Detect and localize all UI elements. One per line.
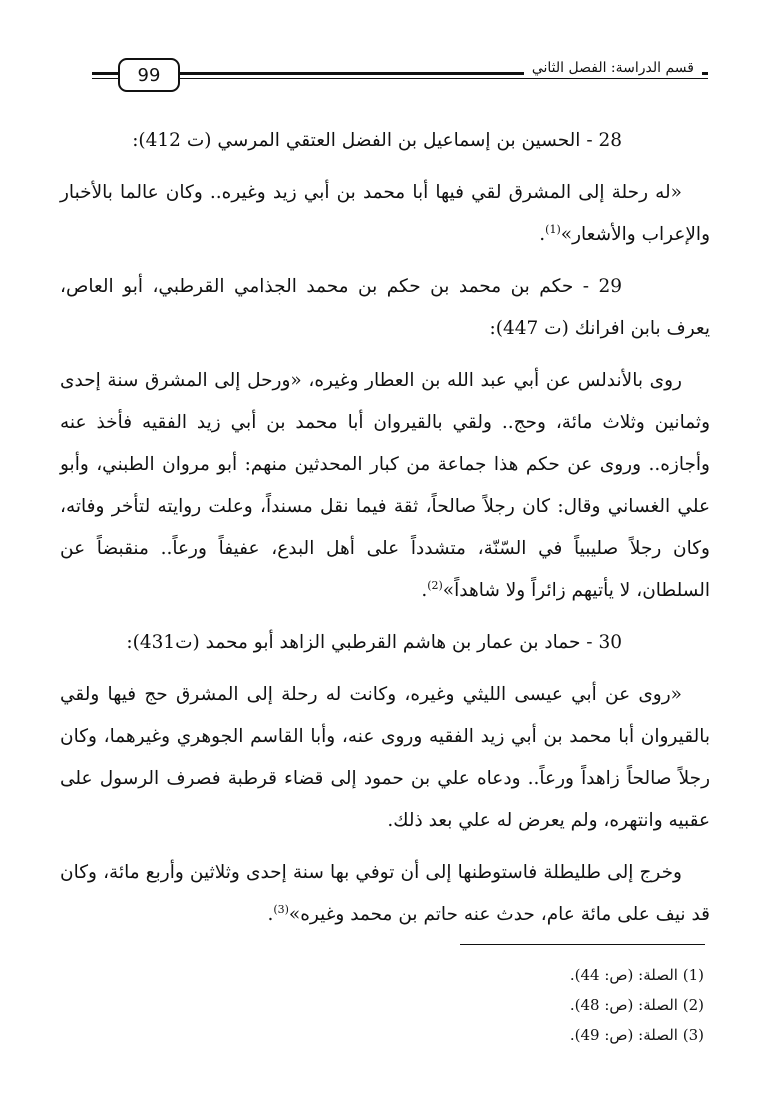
- running-title: قسم الدراسة: الفصل الثاني: [524, 60, 702, 76]
- entry-29-heading: 29 - حكم بن محمد بن حكم بن محمد الجذامي القرطبي، أبو العاص، يعرف بابن افرانك (ت 447):: [60, 276, 710, 339]
- entry-29-text: روى بالأندلس عن أبي عبد الله بن العطار وغيره، «ورحل إلى المشرق سنة إحدى وثمانين وثلاث مائة، وحج.. ولقي بالقيروان أبا محمد بن أبي زيد الفقيه فأخذ عنه وأجازه.. وروى عن حكم هذا جماعة من كبار المحدثين منهم: أبو مروان الطبني، وأبو علي الغساني وقال: كان رجلاً صالحاً، ثقة فيما نقل مسنداً، وعلت روايته لتأخر وفاته، وكان رجلاً صليبياً في السّنّة، متشدداً على أهل البدع، عفيفاً ورعاً.. منقبضاً عن السلطان، لا يأتيهم زائراً ولا شاهداً»$^{(2)}$.: [60, 370, 710, 601]
- entry-28-heading: 28 - الحسين بن إسماعيل بن الفضل العتقي المرسي (ت 412):: [132, 130, 622, 151]
- entry-30-text-continued: وخرج إلى طليطلة فاستوطنها إلى أن توفي بها سنة إحدى وثلاثين وأربع مائة، وكان قد نيف على مائة عام، حدث عنه حاتم بن محمد وغيره»$^{(3)}$.: [60, 862, 710, 925]
- entry-28-text: «له رحلة إلى المشرق لقي فيها أبا محمد بن أبي زيد وغيره.. وكان عالما بالأخبار والإعراب والأشعار»$^{(1)}$.: [60, 182, 710, 245]
- footnote-mark-2: (2): [427, 578, 443, 592]
- footnote-2: (2) الصلة: (ص: 48).: [569, 996, 704, 1014]
- footnote-separator: [460, 944, 705, 945]
- footnote-mark-1: (1): [545, 222, 561, 236]
- footnote-3: (3) الصلة: (ص: 49).: [569, 1026, 704, 1044]
- footnote-1: (1) الصلة: (ص: 44).: [569, 966, 704, 984]
- page-number: 99: [118, 58, 180, 92]
- header-rule-thin: [92, 78, 708, 79]
- running-header: [0, 52, 760, 92]
- footnotes: [570, 960, 704, 1050]
- entry-30-heading: 30 - حماد بن عمار بن هاشم القرطبي الزاهد أبو محمد (ت431):: [126, 632, 622, 653]
- main-text: [60, 120, 710, 946]
- entry-30-text: «روى عن أبي عيسى الليثي وغيره، وكانت له رحلة إلى المشرق حج فيها ولقي بالقيروان أبا محمد بن أبي زيد الفقيه وروى عنه، وأبا القاسم الجوهري وغيرهما، وكان رجلاً صالحاً زاهداً ورعاً.. ودعاه علي بن حمود إلى قضاء قرطبة فصرف الرسول على عقبيه وانتهره، ولم يعرض له علي بعد ذلك.: [60, 684, 710, 831]
- footnote-mark-3: (3): [273, 902, 289, 916]
